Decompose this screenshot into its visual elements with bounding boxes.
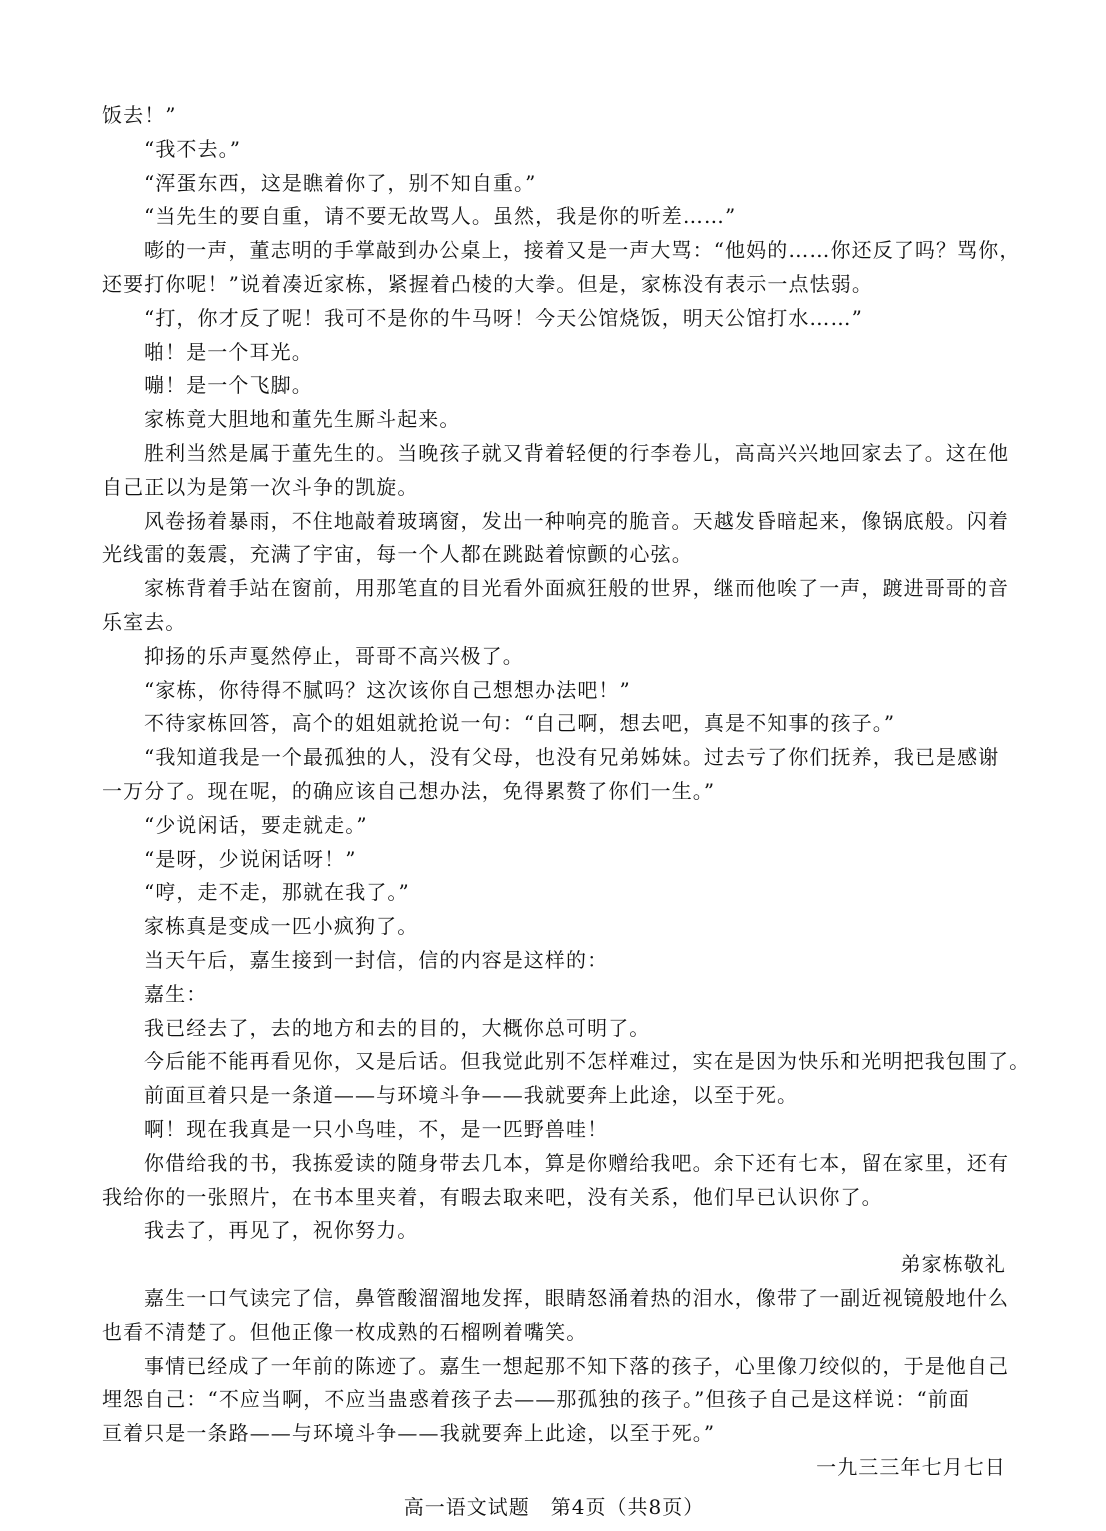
text-line: 嘣！是一个飞脚。 [144,373,313,397]
letter-salutation: 嘉生： [144,982,208,1006]
text-line: 家栋背着手站在窗前，用那笔直的目光看外面疯狂般的世界，继而他唉了一声，踱进哥哥的音 [144,576,1010,600]
text-line: “是呀，少说闲话呀！” [144,847,357,871]
date-line: 一九三三年七月七日 [816,1455,1006,1479]
text-line: 一万分了。现在呢，的确应该自己想办法，免得累赘了你们一生。” [102,779,716,803]
text-line: 嘉生一口气读完了信，鼻管酸溜溜地发挥，眼睛怒涌着热的泪水，像带了一副近视镜般地什么 [144,1286,1010,1310]
text-line: 饭去！” [102,103,177,127]
text-line: “家栋，你待得不腻吗？这次该你自己想想办法吧！” [144,678,631,702]
text-line: 嘭的一声，董志明的手掌敲到办公桌上，接着又是一声大骂：“他妈的……你还反了吗？骂你， [144,238,1021,262]
text-line: “浑蛋东西，这是瞧着你了，别不知自重。” [144,171,537,195]
text-line: “我不去。” [144,137,242,161]
text-line: 自己正以为是第一次斗争的凯旋。 [102,475,419,499]
text-line: 我已经去了，去的地方和去的目的，大概你总可明了。 [144,1016,651,1040]
text-line: “我知道我是一个最孤独的人，没有父母，也没有兄弟姊妹。过去亏了你们抚养，我已是感谢 [144,745,1000,769]
text-line: 家栋真是变成一匹小疯狗了。 [144,914,419,938]
text-line: 我去了，再见了，祝你努力。 [144,1218,419,1242]
text-line: 事情已经成了一年前的陈迹了。嘉生一想起那不知下落的孩子，心里像刀绞似的，于是他自己 [144,1354,1010,1378]
text-line: 还要打你呢！”说着凑近家栋，紧握着凸棱的大拳。但是，家栋没有表示一点怯弱。 [102,272,873,296]
text-line: 抑扬的乐声戛然停止，哥哥不高兴极了。 [144,644,524,668]
text-line: “哼，走不走，那就在我了。” [144,880,410,904]
text-line: 也看不清楚了。但他正像一枚成熟的石榴咧着嘴笑。 [102,1320,588,1344]
text-line: 风卷扬着暴雨，不住地敲着玻璃窗，发出一种响亮的脆音。天越发昏暗起来，像锅底般。闪着 [144,509,1010,533]
text-line: 胜利当然是属于董先生的。当晚孩子就又背着轻便的行李卷儿，高高兴兴地回家去了。这在他 [144,441,1010,465]
text-line: 不待家栋回答，高个的姐姐就抢说一句：“自己啊，想去吧，真是不知事的孩子。” [144,711,896,735]
text-line: “少说闲话，要走就走。” [144,813,368,837]
text-line: 光线雷的轰震，充满了宇宙，每一个人都在跳跶着惊颤的心弦。 [102,542,693,566]
text-line: 家栋竟大胆地和董先生厮斗起来。 [144,407,461,431]
page-footer: 高一语文试题 第4页（共8页） [403,1495,705,1519]
letter-signature: 弟家栋敬礼 [900,1252,1006,1276]
text-line: 埋怨自己：“不应当啊，不应当蛊惑着孩子去——那孤独的孩子。”但孩子自己是这样说：“前面 [102,1387,970,1411]
text-line: “当先生的要自重，请不要无故骂人。虽然，我是你的听差……” [144,204,737,228]
text-line: 亘着只是一条路——与环境斗争——我就要奔上此途，以至于死。” [102,1421,716,1445]
text-line: 今后能不能再看见你，又是后话。但我觉此别不怎样难过，实在是因为快乐和光明把我包围了。 [144,1049,1031,1073]
text-line: 当天午后，嘉生接到一封信，信的内容是这样的： [144,948,609,972]
text-line: “打，你才反了呢！我可不是你的牛马呀！今天公馆烧饭，明天公馆打水……” [144,306,863,330]
text-line: 我给你的一张照片，在书本里夹着，有暇去取来吧，没有关系，他们早已认识你了。 [102,1185,883,1209]
text-line: 前面亘着只是一条道——与环境斗争——我就要奔上此途，以至于死。 [144,1083,799,1107]
text-line: 啊！现在我真是一只小鸟哇，不，是一匹野兽哇！ [144,1117,609,1141]
text-line: 你借给我的书，我拣爱读的随身带去几本，算是你赠给我吧。余下还有七本，留在家里，还有 [144,1151,1010,1175]
text-line: 啪！是一个耳光。 [144,340,313,364]
text-line: 乐室去。 [102,610,187,634]
